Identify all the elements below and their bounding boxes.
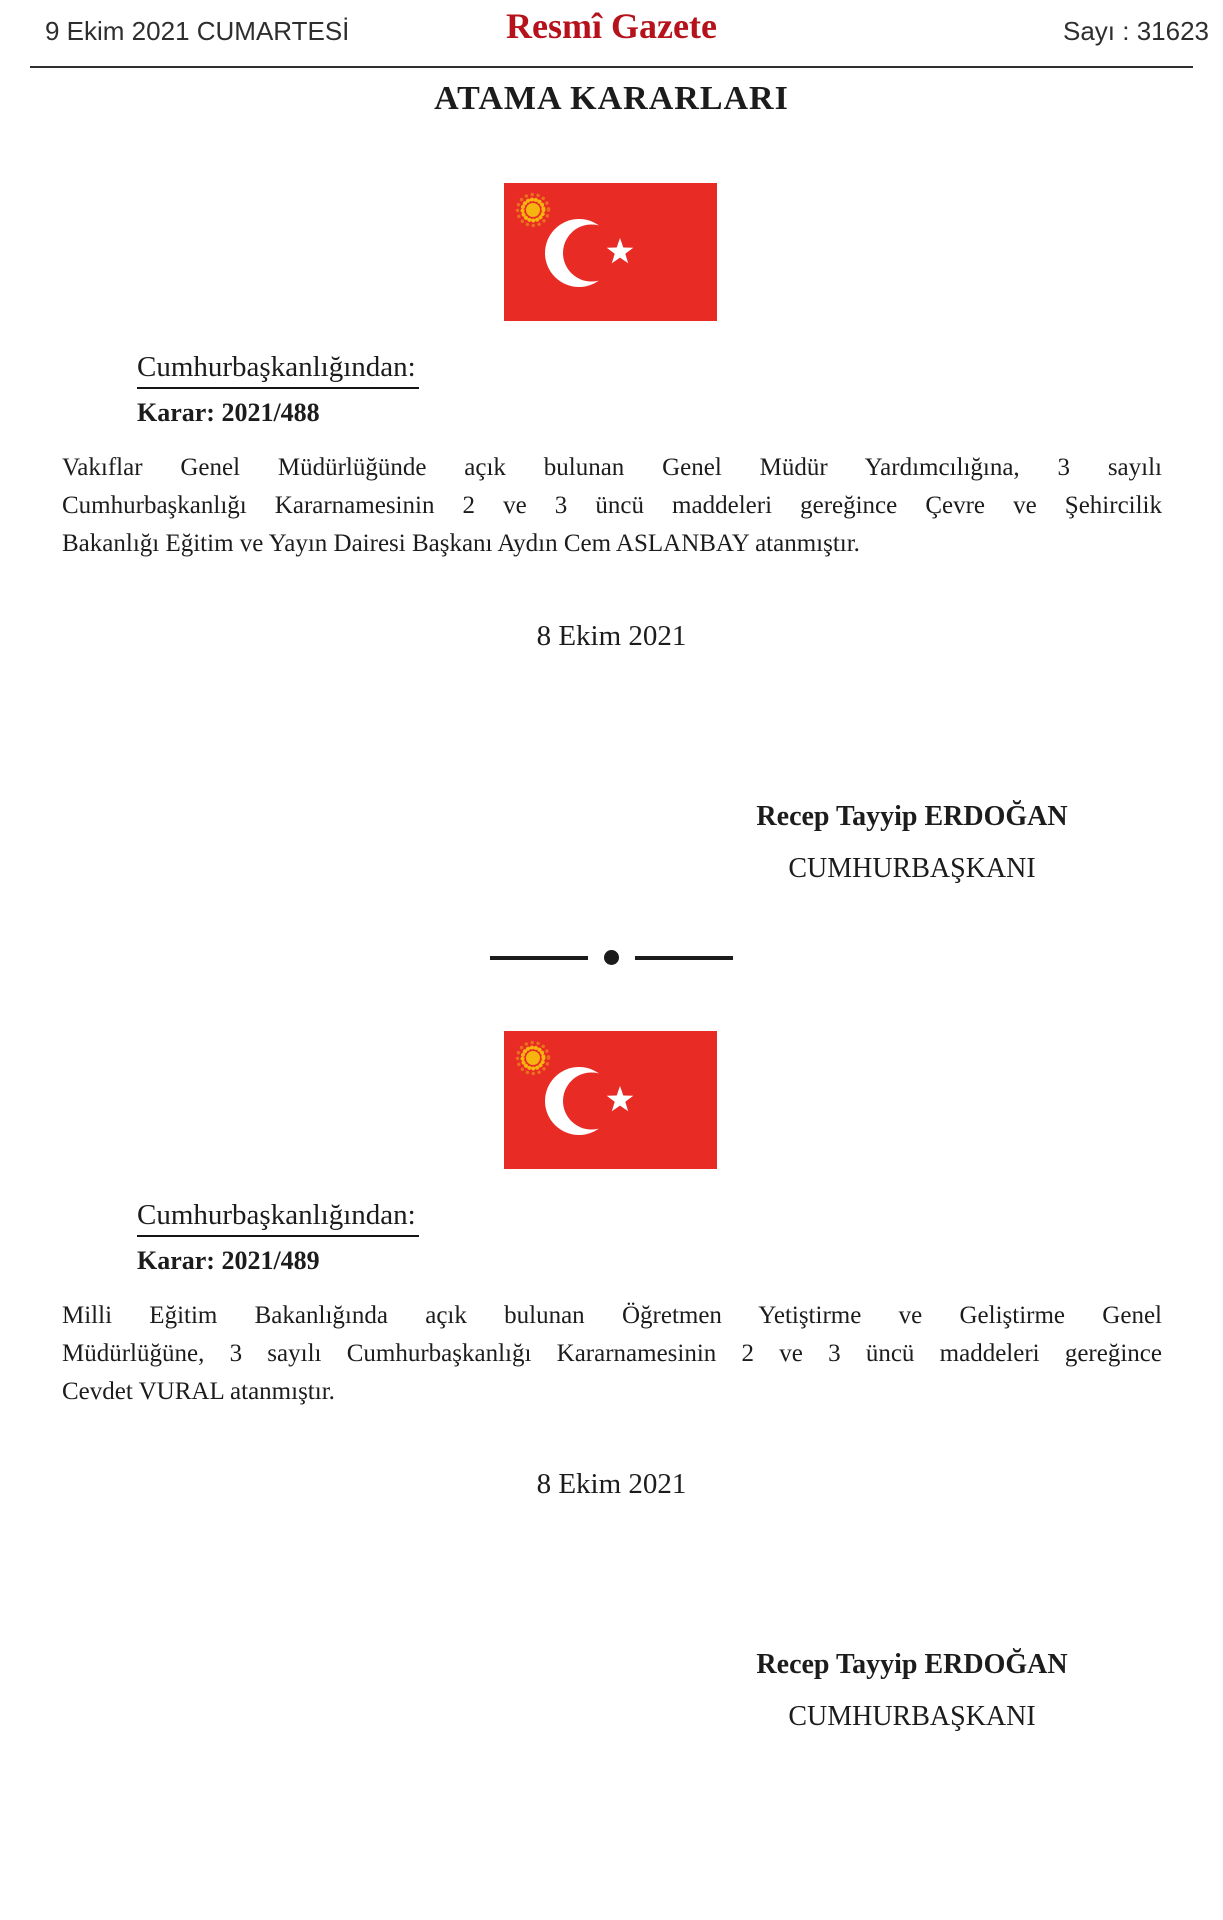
header-rule	[30, 66, 1193, 68]
section-divider	[0, 950, 1223, 965]
gazette-title: Resmî Gazete	[506, 6, 717, 46]
decision-section-489	[0, 1031, 1223, 1751]
decision-number: Karar: 2021/488	[137, 398, 320, 427]
divider-line-left	[490, 956, 588, 960]
signature-block	[612, 800, 1212, 885]
decision-date: 8 Ekim 2021	[536, 620, 687, 652]
sun-icon	[518, 195, 549, 226]
presidential-flag-icon	[504, 183, 717, 321]
authority-heading: Cumhurbaşkanlığından:	[137, 1199, 419, 1237]
decision-body	[62, 1297, 1162, 1411]
decision-number: Karar: 2021/489	[137, 1246, 320, 1275]
body-line: Müdürlüğüne, 3 sayılı Cumhurbaşkanlığı Kararnamesinin 2 ve 3 üncü maddeleri gereğince	[62, 1340, 1162, 1367]
divider-line-right	[635, 956, 733, 960]
decision-body	[62, 449, 1162, 563]
body-line: Vakıflar Genel Müdürlüğünde açık bulunan Genel Müdür Yardımcılığına, 3 sayılı	[62, 454, 1162, 481]
presidential-flag-icon	[504, 1031, 717, 1169]
issue-number: Sayı : 31623	[1063, 16, 1209, 46]
body-line: Cevdet VURAL atanmıştır.	[62, 1378, 335, 1405]
signer-name: Recep Tayyip ERDOĞAN	[756, 1649, 1068, 1680]
decision-date: 8 Ekim 2021	[536, 1468, 687, 1500]
body-line: Cumhurbaşkanlığı Kararnamesinin 2 ve 3 üncü maddeleri gereğince Çevre ve Şehircilik	[62, 492, 1162, 519]
header-date: 9 Ekim 2021 CUMARTESİ	[45, 16, 350, 46]
authority-heading: Cumhurbaşkanlığından:	[137, 351, 419, 389]
signer-name: Recep Tayyip ERDOĞAN	[756, 801, 1068, 832]
page-title: ATAMA KARARLARI	[434, 80, 789, 117]
signer-title: CUMHURBAŞKANI	[788, 1701, 1036, 1732]
sun-icon	[518, 1043, 549, 1074]
divider-dot	[604, 950, 619, 965]
signature-block	[612, 1648, 1212, 1733]
decision-section-488	[0, 183, 1223, 903]
signer-title: CUMHURBAŞKANI	[788, 853, 1036, 884]
body-line: Bakanlığı Eğitim ve Yayın Dairesi Başkanı Aydın Cem ASLANBAY atanmıştır.	[62, 530, 860, 557]
body-line: Milli Eğitim Bakanlığında açık bulunan Öğretmen Yetiştirme ve Geliştirme Genel	[62, 1302, 1162, 1329]
